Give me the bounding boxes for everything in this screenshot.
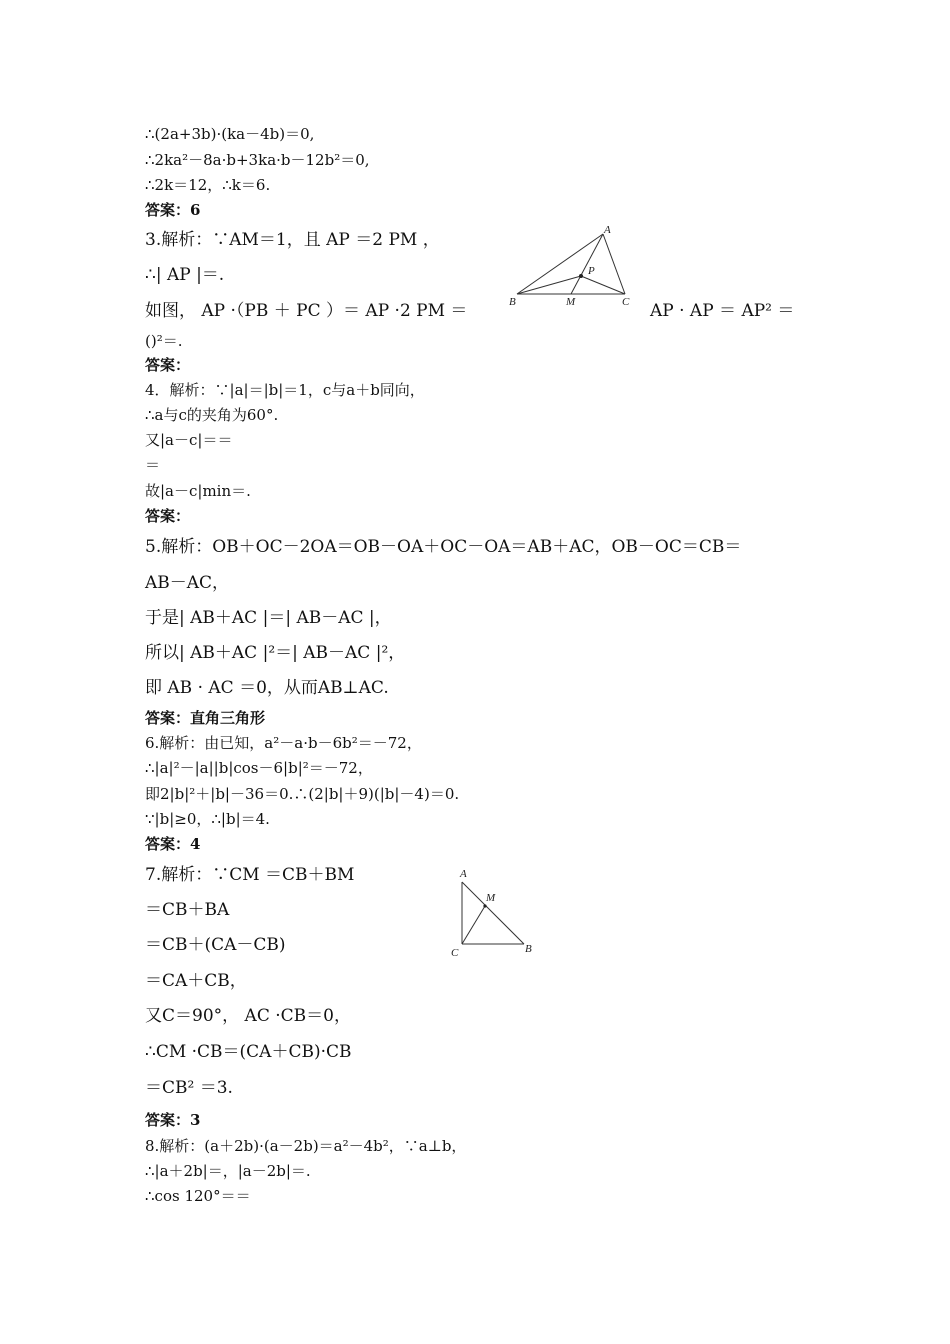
line-27: 7.解析：∵CM ＝CB＋BM <box>145 865 355 885</box>
label-M: M <box>486 892 496 904</box>
answer-line: 答案： <box>145 356 191 374</box>
label-A: A <box>460 868 467 880</box>
label-B: B <box>525 943 532 955</box>
line-07b: AP · AP ＝ AP² ＝ <box>650 301 795 321</box>
line-33: ＝CB² ＝3. <box>145 1078 233 1098</box>
line-37: ∴cos 120°＝＝ <box>145 1187 251 1205</box>
line-29: ＝CB＋(CA－CB) <box>145 935 286 955</box>
answer-line: 答案：4 <box>145 835 201 853</box>
label-A: A <box>604 224 611 236</box>
line-31: 又C＝90°， AC ·CB＝0， <box>145 1006 351 1026</box>
line-36: ∴|a＋2b|＝，|a－2b|＝. <box>145 1162 311 1180</box>
line-03: ∴2k＝12，∴k＝6. <box>145 176 271 194</box>
label-C: C <box>451 947 459 959</box>
line-07: 如图， AP ·（PB ＋ PC ）＝ AP ·2 PM ＝ <box>145 301 468 321</box>
line-28: ＝CB＋BA <box>145 900 230 920</box>
line-14: 故|a－c|min＝. <box>145 482 251 500</box>
line-25: ∵|b|≥0，∴|b|＝4. <box>145 810 270 828</box>
line-11: ∴a与c的夹角为60°. <box>145 406 279 424</box>
triangle-figure-2 <box>448 866 543 961</box>
line-17: AB－AC， <box>145 573 230 593</box>
label-M: M <box>566 296 576 308</box>
line-18: 于是| AB＋AC |＝| AB－AC |， <box>145 608 392 628</box>
line-10: 4．解析：∵|a|＝|b|＝1，c与a＋b同向， <box>145 381 425 399</box>
line-01: ∴(2a+3b)·(ka－4b)＝0, <box>145 125 315 143</box>
line-24: 即2|b|²＋|b|－36＝0.∴(2|b|＋9)(|b|－4)＝0. <box>145 785 460 803</box>
label-B: B <box>509 296 516 308</box>
line-12: 又|a－c|＝＝ <box>145 431 233 449</box>
line-23: ∴|a|²－|a||b|cos－6|b|²＝－72， <box>145 759 373 777</box>
line-16: 5.解析：OB＋OC－2OA＝OB－OA＋OC－OA＝AB＋AC，OB－OC＝CB＝ <box>145 537 742 557</box>
triangle-figure-1 <box>505 222 645 312</box>
answer-line: 答案： <box>145 507 191 525</box>
label-C: C <box>622 296 630 308</box>
line-13: ＝ <box>145 456 161 474</box>
line-22: 6.解析：由已知，a²－a·b－6b²＝－72， <box>145 734 422 752</box>
line-35: 8.解析：(a＋2b)·(a－2b)＝a²－4b²，∵a⊥b， <box>145 1137 467 1155</box>
line-32: ∴CM ·CB＝(CA＋CB)·CB <box>145 1042 352 1062</box>
answer-line: 答案：6 <box>145 201 201 219</box>
line-06: ∴| AP |＝. <box>145 265 225 285</box>
line-20: 即 AB · AC ＝0，从而AB⊥AC. <box>145 678 389 698</box>
line-02: ∴2ka²－8a·b+3ka·b－12b²＝0, <box>145 151 370 169</box>
line-08: ()²＝. <box>145 332 183 350</box>
answer-line: 答案：直角三角形 <box>145 709 266 727</box>
line-30: ＝CA＋CB， <box>145 971 247 991</box>
answer-line: 答案：3 <box>145 1111 201 1129</box>
line-05: 3.解析：∵AM＝1，且 AP ＝2 PM ， <box>145 230 440 250</box>
label-P: P <box>588 265 595 277</box>
line-19: 所以| AB＋AC |²＝| AB－AC |²， <box>145 643 406 663</box>
